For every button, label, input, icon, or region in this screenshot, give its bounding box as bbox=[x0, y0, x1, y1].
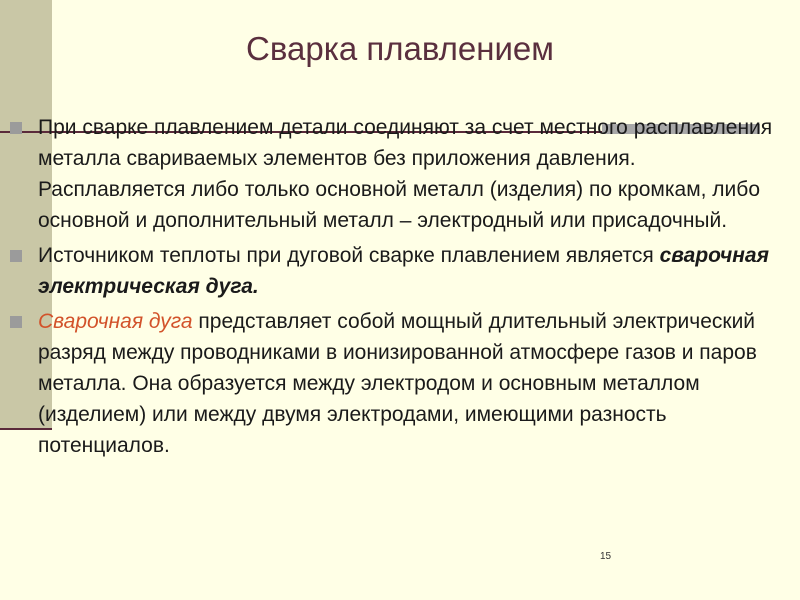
bullet-item-1 bbox=[10, 112, 780, 236]
bullet-item-2 bbox=[10, 240, 780, 302]
square-bullet-icon bbox=[10, 250, 22, 262]
square-bullet-icon bbox=[10, 316, 22, 328]
bullet-item-3 bbox=[10, 306, 780, 461]
bullet-emphasis: сварочная электрическая дуга. bbox=[38, 244, 769, 298]
bullet-highlight: Сварочная дуга bbox=[38, 310, 193, 333]
bullet-text: представляет собой мощный длительный электрический разряд между проводниками в ионизированной атмосфере газов и паров металла. Она образуется между электродом и основным металлом (изделием) или между двумя электродами, имеющими разность потенциалов. bbox=[38, 310, 757, 457]
slide-title: Сварка плавлением bbox=[246, 30, 554, 67]
bullet-text: При сварке плавлением детали соединяют за счет местного расплавления металла свариваемых элементов без приложения давления. Расплавляется либо только основной металл (изделия) по кромкам, либо основной и дополнительный металл – электродный или присадочный. bbox=[38, 116, 773, 232]
page-number: 15 bbox=[600, 551, 612, 562]
bullet-text: Источником теплоты при дуговой сварке плавлением является bbox=[38, 244, 660, 267]
slide-content bbox=[10, 112, 780, 465]
square-bullet-icon bbox=[10, 122, 22, 134]
